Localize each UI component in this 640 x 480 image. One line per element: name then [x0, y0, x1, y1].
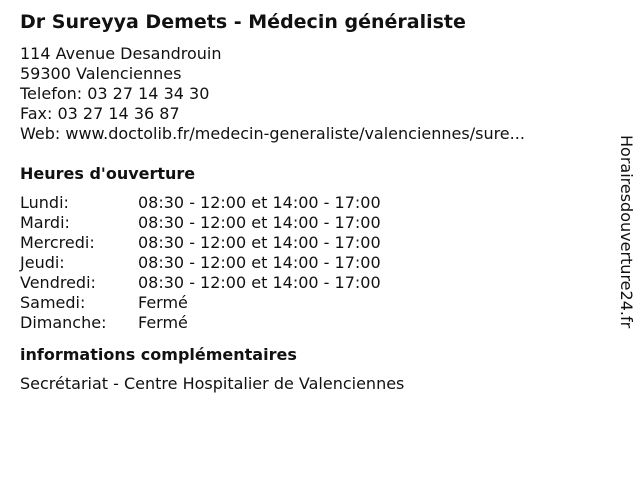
time-value: 08:30 - 12:00 et 14:00 - 17:00: [138, 233, 381, 252]
business-card: [20, 10, 600, 394]
address-city: 59300 Valenciennes: [20, 64, 182, 83]
day-label: Mardi:: [20, 213, 70, 232]
page-title: Dr Sureyya Demets - Médecin généraliste: [20, 11, 466, 33]
day-label: Jeudi:: [20, 253, 65, 272]
site-watermark: Horairesdouverture24.fr: [617, 135, 636, 329]
hours-row-wednesday: [20, 233, 600, 253]
day-label: Lundi:: [20, 193, 69, 212]
address-street: 114 Avenue Desandrouin: [20, 44, 222, 63]
hours-row-monday: [20, 193, 600, 213]
opening-hours-table: [20, 193, 600, 333]
opening-hours-heading: Heures d'ouverture: [20, 164, 196, 183]
hours-row-sunday: [20, 313, 600, 333]
day-label: Mercredi:: [20, 233, 95, 252]
phone-number: Telefon: 03 27 14 34 30: [20, 84, 210, 103]
day-label: Dimanche:: [20, 313, 107, 332]
time-value: 08:30 - 12:00 et 14:00 - 17:00: [138, 253, 381, 272]
time-value: Fermé: [138, 293, 188, 312]
additional-info-text: Secrétariat - Centre Hospitalier de Valenciennes: [20, 374, 405, 393]
time-value: 08:30 - 12:00 et 14:00 - 17:00: [138, 273, 381, 292]
day-label: Samedi:: [20, 293, 86, 312]
time-value: 08:30 - 12:00 et 14:00 - 17:00: [138, 213, 381, 232]
time-value: Fermé: [138, 313, 188, 332]
website-url: Web: www.doctolib.fr/medecin-generaliste/valenciennes/sure...: [20, 124, 525, 143]
hours-row-saturday: [20, 293, 600, 313]
hours-row-thursday: [20, 253, 600, 273]
additional-info-heading: informations complémentaires: [20, 345, 297, 364]
hours-row-tuesday: [20, 213, 600, 233]
day-label: Vendredi:: [20, 273, 96, 292]
hours-row-friday: [20, 273, 600, 293]
time-value: 08:30 - 12:00 et 14:00 - 17:00: [138, 193, 381, 212]
fax-number: Fax: 03 27 14 36 87: [20, 104, 180, 123]
